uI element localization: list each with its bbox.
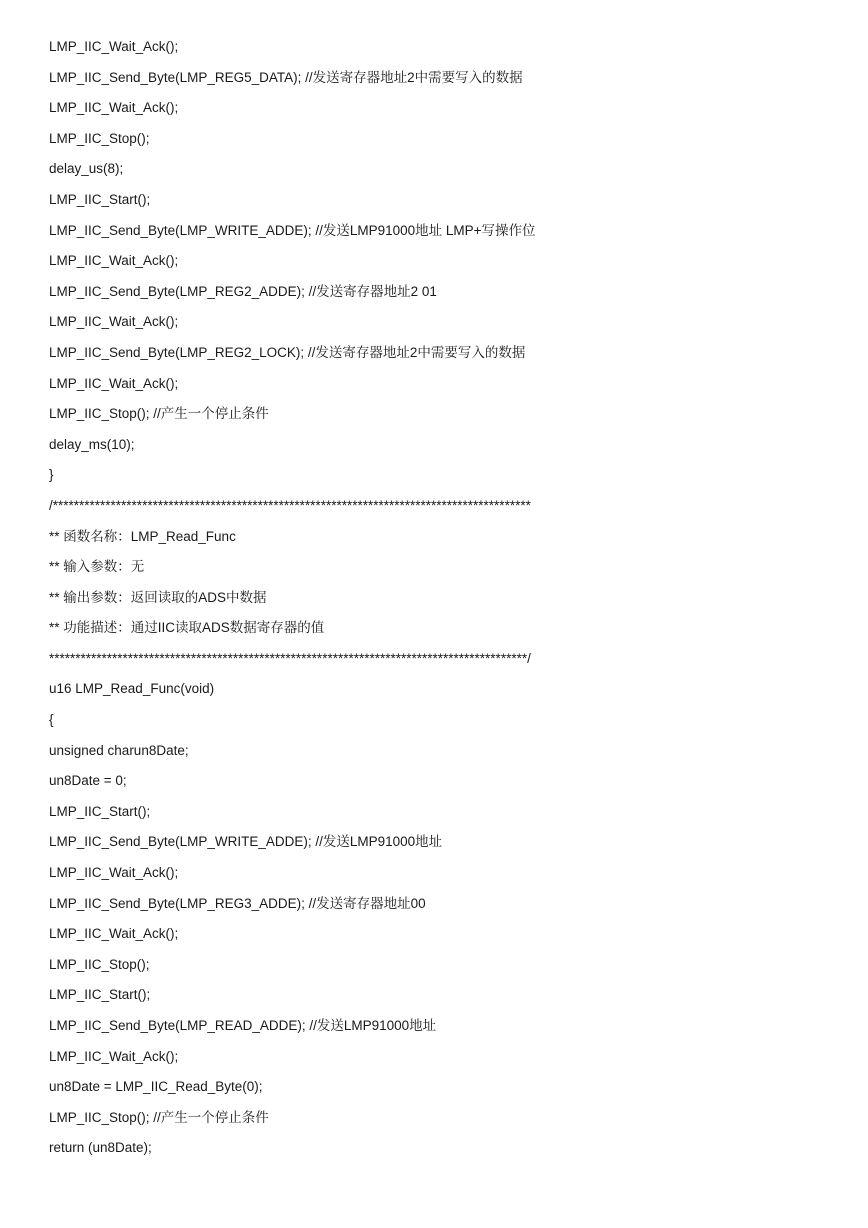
code-line: LMP_IIC_Send_Byte(LMP_REG2_LOCK); //发送寄存器地址2中需要写入的数据	[49, 344, 526, 360]
code-line: }	[49, 467, 54, 483]
comment-border-top: /*******************************************************************************************	[49, 497, 531, 513]
code-line: LMP_IIC_Start();	[49, 803, 151, 819]
comment-border-bottom: *******************************************************************************************/	[49, 650, 531, 666]
code-line: LMP_IIC_Wait_Ack();	[49, 39, 179, 54]
code-line: LMP_IIC_Wait_Ack();	[49, 314, 179, 330]
code-line: {	[49, 712, 54, 728]
code-line: LMP_IIC_Wait_Ack();	[49, 926, 179, 942]
output-params-comment: ** 输出参数：返回读取的ADS中数据	[49, 589, 267, 605]
code-line: un8Date = LMP_IIC_Read_Byte(0);	[49, 1079, 263, 1095]
code-line: LMP_IIC_Stop();	[49, 130, 150, 146]
code-line: LMP_IIC_Stop(); //产生一个停止条件	[49, 1109, 269, 1125]
function-signature: u16 LMP_Read_Func(void)	[49, 681, 215, 697]
function-name-comment: ** 函数名称：LMP_Read_Func	[49, 528, 236, 544]
code-line: LMP_IIC_Wait_Ack();	[49, 375, 179, 391]
code-listing	[49, 36, 849, 1168]
code-line: LMP_IIC_Start();	[49, 987, 151, 1003]
code-line: LMP_IIC_Send_Byte(LMP_REG5_DATA); //发送寄存器地址2中需要写入的数据	[49, 69, 523, 85]
code-line: LMP_IIC_Wait_Ack();	[49, 1048, 179, 1064]
input-params-comment: ** 输入参数：无	[49, 559, 145, 575]
code-line: LMP_IIC_Wait_Ack();	[49, 100, 179, 116]
code-line: delay_ms(10);	[49, 436, 135, 452]
code-line: LMP_IIC_Send_Byte(LMP_READ_ADDE); //发送LMP91000地址	[49, 1018, 437, 1033]
code-line: LMP_IIC_Send_Byte(LMP_WRITE_ADDE); //发送LMP91000地址 LMP+写操作位	[49, 222, 536, 238]
code-line: LMP_IIC_Send_Byte(LMP_REG2_ADDE); //发送寄存器地址2 01	[49, 283, 437, 299]
code-line: delay_us(8);	[49, 161, 124, 177]
code-line: unsigned charun8Date;	[49, 742, 189, 758]
code-line: un8Date = 0;	[49, 773, 127, 789]
code-line: LMP_IIC_Wait_Ack();	[49, 253, 179, 269]
code-line: LMP_IIC_Wait_Ack();	[49, 865, 179, 881]
code-line: LMP_IIC_Send_Byte(LMP_WRITE_ADDE); //发送LMP91000地址	[49, 834, 443, 850]
code-line: LMP_IIC_Stop();	[49, 956, 150, 972]
function-description-comment: ** 功能描述：通过IIC读取ADS数据寄存器的值	[49, 620, 325, 636]
code-line: return (un8Date);	[49, 1140, 152, 1156]
code-line: LMP_IIC_Start();	[49, 191, 151, 207]
code-line: LMP_IIC_Stop(); //产生一个停止条件	[49, 406, 269, 422]
code-line: LMP_IIC_Send_Byte(LMP_REG3_ADDE); //发送寄存器地址00	[49, 895, 426, 911]
